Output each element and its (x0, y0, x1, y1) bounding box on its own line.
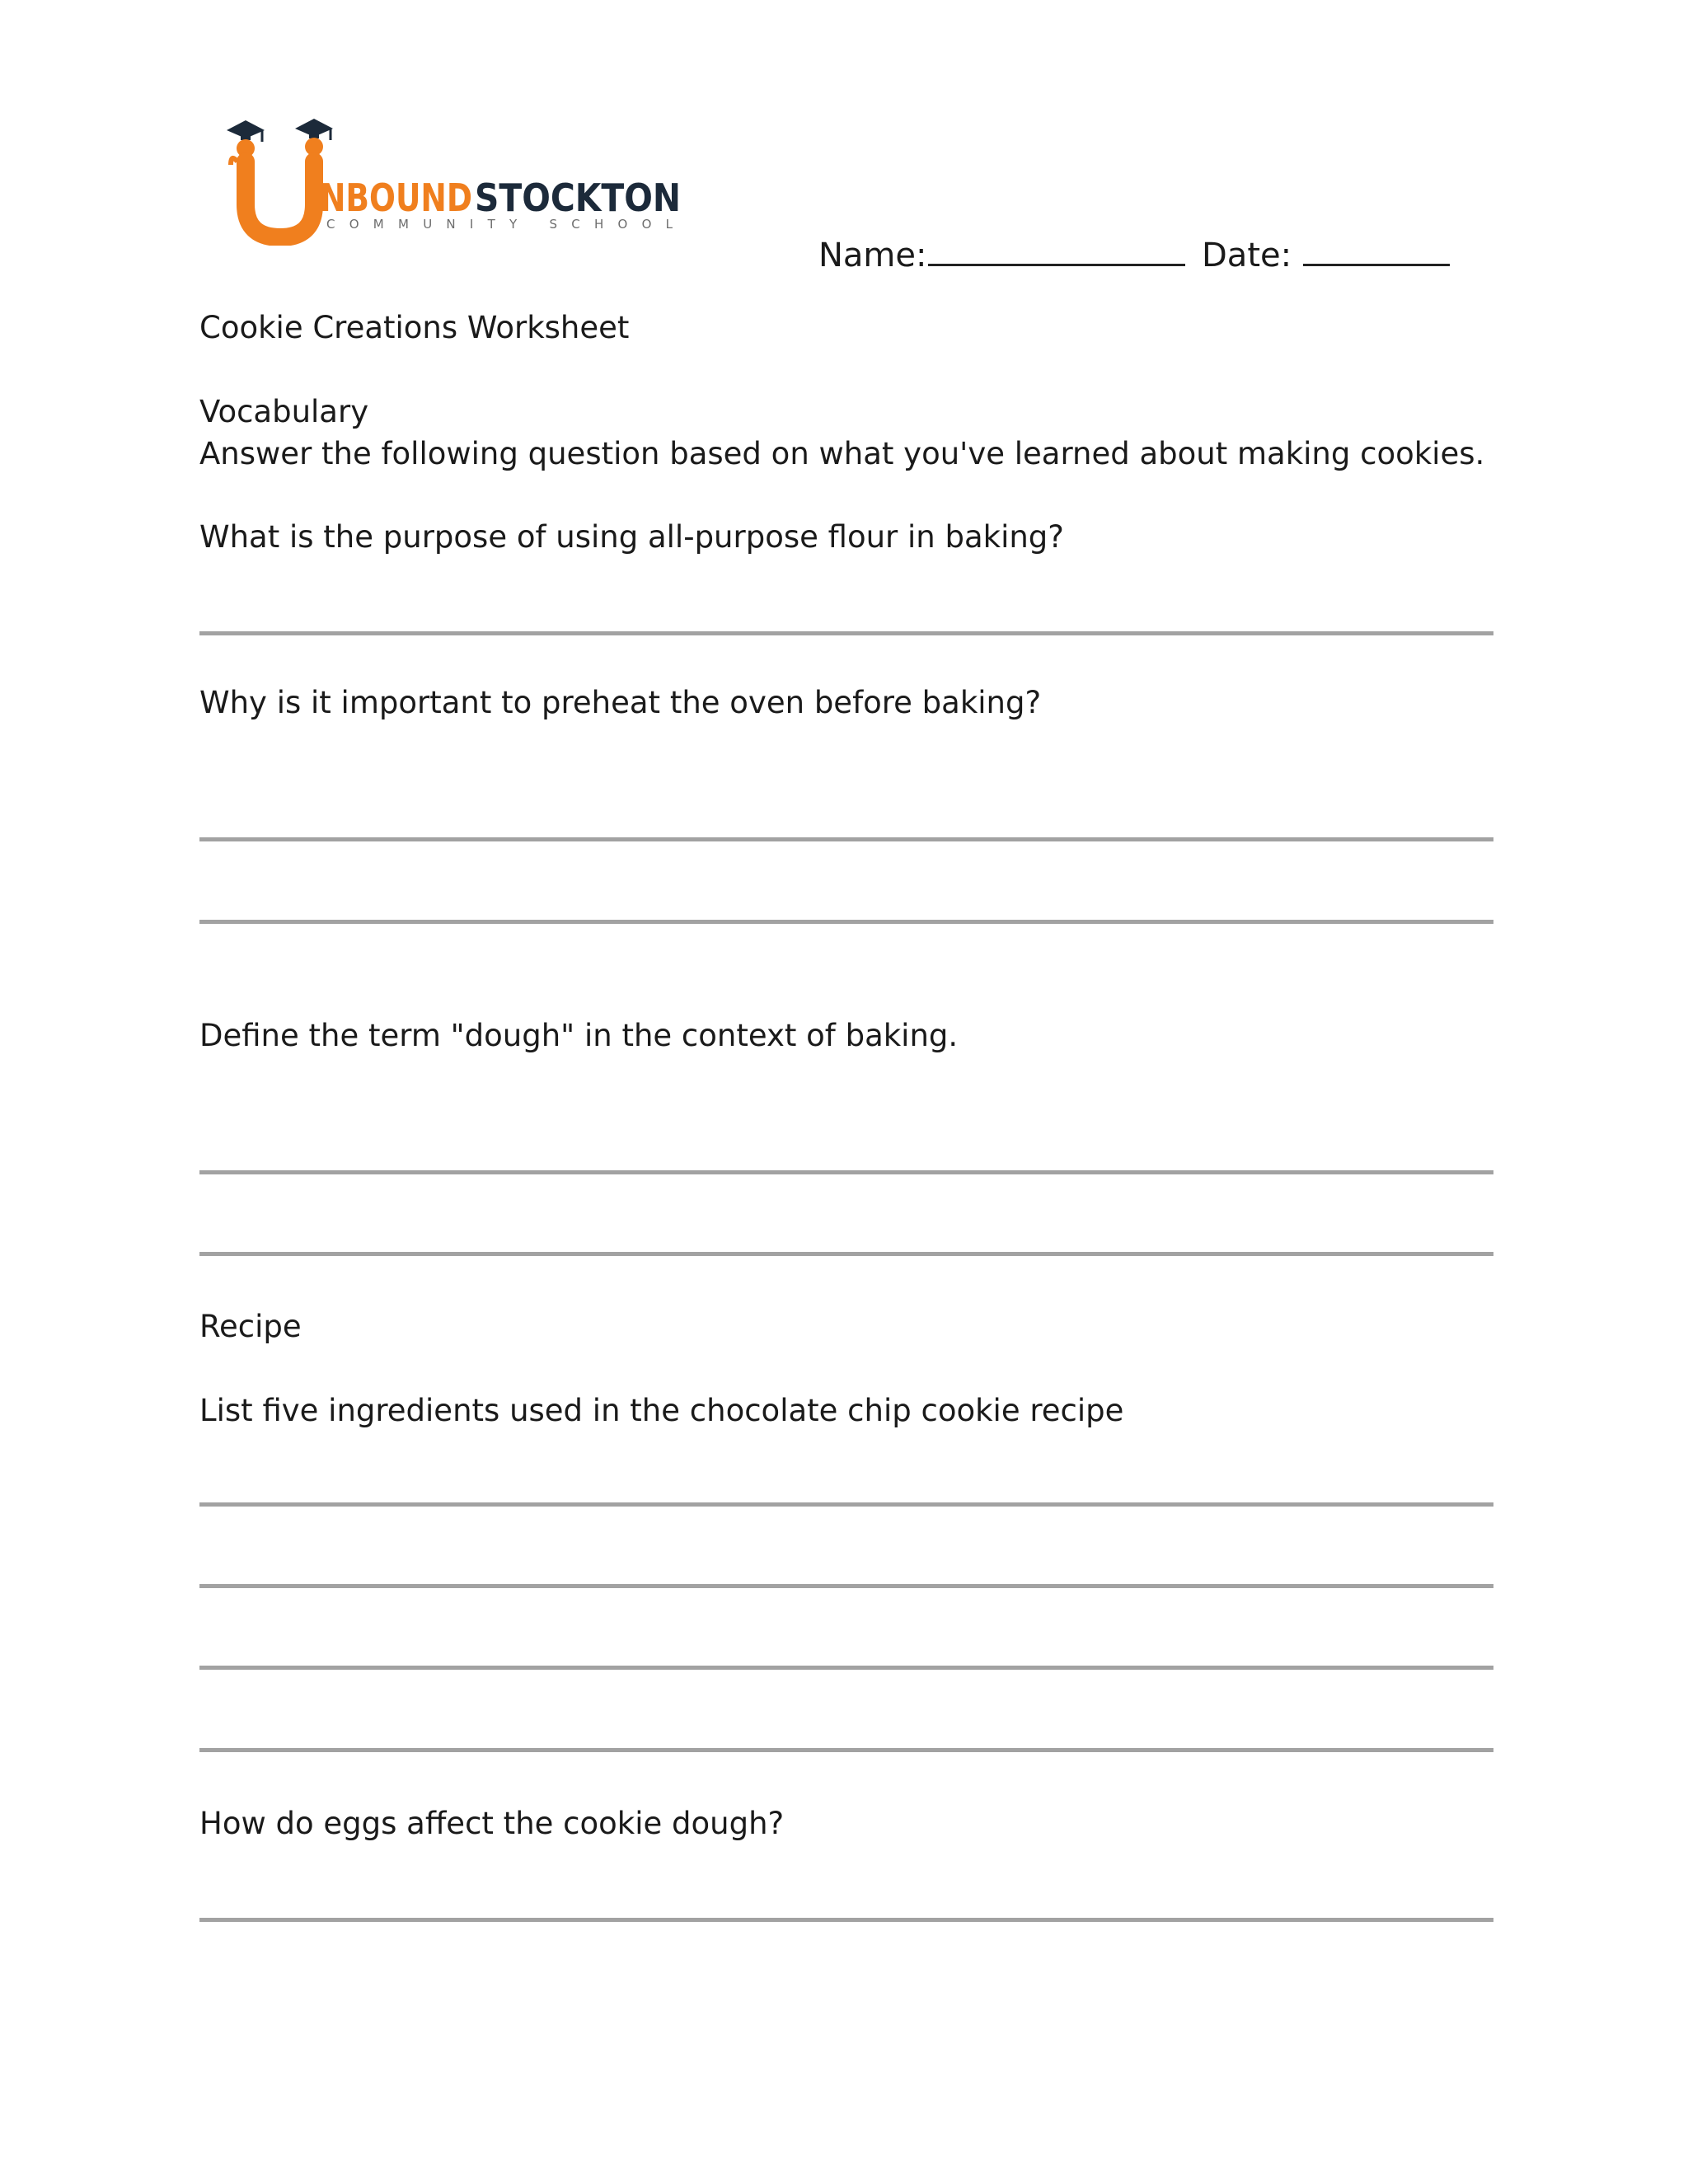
question-5: How do eggs affect the cookie dough? (199, 1806, 785, 1841)
answer-line[interactable] (199, 920, 1493, 924)
vocabulary-heading: Vocabulary (199, 394, 369, 429)
answer-line[interactable] (199, 631, 1493, 635)
date-label: Date: (1202, 237, 1292, 274)
question-3: Define the term "dough" in the context of baking. (199, 1018, 959, 1053)
answer-line[interactable] (199, 1252, 1493, 1256)
svg-text:STOCKTON: STOCKTON (475, 176, 681, 220)
school-logo (223, 114, 684, 246)
answer-line[interactable] (199, 1170, 1493, 1174)
worksheet-title: Cookie Creations Worksheet (199, 310, 630, 345)
answer-line[interactable] (199, 1748, 1493, 1752)
question-4: List five ingredients used in the chocolate chip cookie recipe (199, 1393, 1124, 1428)
question-1: What is the purpose of using all-purpose flour in baking? (199, 519, 1064, 555)
name-label: Name: (818, 237, 927, 274)
answer-line[interactable] (199, 1666, 1493, 1670)
answer-line[interactable] (199, 1502, 1493, 1507)
name-blank[interactable] (928, 224, 1185, 266)
question-2: Why is it important to preheat the oven before baking? (199, 685, 1042, 720)
recipe-heading: Recipe (199, 1309, 302, 1344)
svg-text:COMMUNITY SCHOOL: COMMUNITY SCHOOL (326, 217, 673, 232)
date-blank[interactable] (1303, 224, 1450, 266)
svg-text:NBOUND: NBOUND (320, 176, 472, 220)
answer-line[interactable] (199, 1918, 1493, 1922)
name-field (818, 224, 1185, 280)
vocabulary-instructions: Answer the following question based on what you've learned about making cookies. (199, 436, 1485, 471)
answer-line[interactable] (199, 837, 1493, 841)
answer-line[interactable] (199, 1584, 1493, 1588)
date-field (1202, 224, 1450, 280)
graduation-cap-icon (227, 120, 265, 142)
graduation-cap-icon (295, 119, 333, 140)
